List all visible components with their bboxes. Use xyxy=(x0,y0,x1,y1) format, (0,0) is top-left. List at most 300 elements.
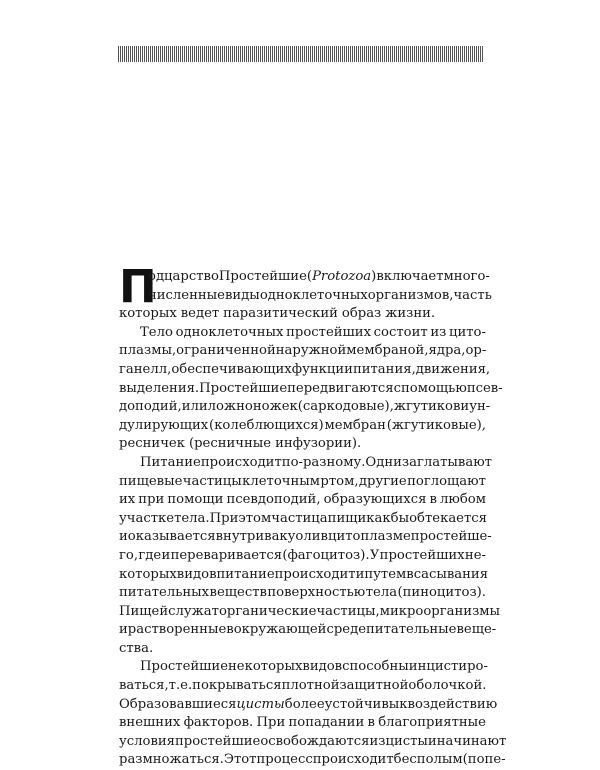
word-part: питательные xyxy=(366,622,457,638)
word-part: как xyxy=(366,510,391,526)
word xyxy=(257,714,286,733)
word-part: (пиноцитоз). xyxy=(397,585,486,601)
word-part: одноклеточных xyxy=(175,324,284,340)
word xyxy=(138,547,161,566)
word-part: более xyxy=(284,696,325,712)
word xyxy=(364,566,406,585)
word-part: простейших xyxy=(286,324,372,340)
word xyxy=(282,547,369,566)
word xyxy=(408,696,498,715)
word-part: микроорганизмы xyxy=(379,603,501,619)
word xyxy=(287,380,393,399)
word-part: любом xyxy=(439,492,486,508)
word-part: Тело xyxy=(140,324,173,340)
word-part: клеточным xyxy=(242,473,321,489)
word xyxy=(183,473,242,492)
word-part: условия xyxy=(119,733,175,749)
word-part: при xyxy=(138,492,165,508)
word xyxy=(397,584,486,603)
word xyxy=(430,324,446,343)
word xyxy=(356,566,365,585)
word-part: освобождаются xyxy=(260,733,370,749)
word-part: Простейшие xyxy=(199,380,288,396)
word xyxy=(342,305,381,324)
word xyxy=(437,733,507,752)
word xyxy=(339,677,408,696)
word-part: из xyxy=(430,324,447,340)
word xyxy=(189,435,271,454)
word-part: простейшие xyxy=(175,733,261,749)
word-part: оказывается xyxy=(127,529,216,545)
word xyxy=(313,751,394,770)
word xyxy=(260,287,368,306)
word-part: где xyxy=(138,547,162,563)
word-part: пищевые xyxy=(119,473,183,489)
word xyxy=(444,268,490,287)
word xyxy=(292,361,353,380)
word-part: и xyxy=(119,622,128,638)
word-part: видов xyxy=(302,659,343,675)
word xyxy=(119,677,169,696)
word-part: ун- xyxy=(469,399,491,415)
word-part: ганелл, xyxy=(119,361,172,377)
word-part: т. xyxy=(168,678,181,694)
word xyxy=(429,342,466,361)
word xyxy=(140,324,173,343)
word xyxy=(428,733,437,752)
word-part: е. xyxy=(180,678,193,694)
text-line xyxy=(119,435,486,454)
word xyxy=(119,417,208,436)
word-part: и xyxy=(355,566,365,582)
word xyxy=(271,510,327,529)
word xyxy=(282,454,366,473)
word xyxy=(119,342,176,361)
word-part: другие xyxy=(358,473,407,489)
word xyxy=(260,733,369,752)
word xyxy=(365,454,402,473)
word xyxy=(217,566,275,585)
word-part: инфузории). xyxy=(275,436,362,452)
word-part: ) xyxy=(371,269,377,284)
text-line xyxy=(119,733,507,752)
word xyxy=(119,603,168,622)
word-part: происходит xyxy=(312,752,394,768)
text-line xyxy=(119,417,486,436)
word-part: тела xyxy=(365,585,398,601)
word-part: ( xyxy=(306,269,313,284)
word xyxy=(411,528,492,547)
word-part: среде xyxy=(326,622,366,638)
word-part: обтекается xyxy=(409,510,487,526)
word-part: способны xyxy=(342,659,409,675)
text-line xyxy=(119,268,490,287)
word-part: и xyxy=(460,399,470,415)
word-part: факторов. xyxy=(183,715,254,731)
word xyxy=(378,714,486,733)
word xyxy=(223,305,338,324)
word xyxy=(324,491,427,510)
word xyxy=(119,528,128,547)
word xyxy=(366,584,397,603)
word-part: простейших xyxy=(379,547,465,563)
word xyxy=(168,603,219,622)
word xyxy=(285,696,325,715)
word xyxy=(176,342,276,361)
word-part: движения, xyxy=(415,361,491,377)
word xyxy=(391,510,409,529)
text-line xyxy=(119,621,497,640)
word-part: растворенные xyxy=(127,622,227,638)
word xyxy=(275,566,356,585)
word xyxy=(463,751,506,770)
text-line xyxy=(119,566,489,585)
word xyxy=(316,603,379,622)
word xyxy=(192,677,281,696)
word xyxy=(402,454,492,473)
word xyxy=(119,547,138,566)
text-line xyxy=(119,473,486,492)
word-part: происходит xyxy=(200,454,282,470)
word xyxy=(408,677,486,696)
word-part: которых xyxy=(119,306,177,322)
word xyxy=(328,528,411,547)
word-part: цисты xyxy=(236,696,285,712)
word xyxy=(416,361,490,380)
text-line xyxy=(119,696,498,715)
word xyxy=(119,733,175,752)
word-part: плотной xyxy=(281,678,340,694)
word-part: ресничек xyxy=(119,436,185,452)
word xyxy=(119,305,177,324)
word xyxy=(387,417,486,436)
word xyxy=(176,324,284,343)
text-line xyxy=(119,305,486,324)
text-line xyxy=(119,677,486,696)
word xyxy=(325,696,400,715)
word-part: мембран xyxy=(324,417,386,433)
word-part: благоприятные xyxy=(378,715,486,731)
word xyxy=(385,733,427,752)
text-line xyxy=(119,528,492,547)
word xyxy=(321,528,328,547)
word-part: го, xyxy=(119,547,139,563)
word-part: помощи xyxy=(167,492,224,508)
word-part: пищи xyxy=(327,510,367,526)
word xyxy=(119,380,199,399)
word-part: внутри xyxy=(215,529,265,545)
word-part: ограниченной xyxy=(176,343,276,359)
word xyxy=(469,398,490,417)
word-part: или xyxy=(181,399,208,415)
word-part: в xyxy=(226,622,234,638)
word-part: ядра, xyxy=(428,343,466,359)
word xyxy=(119,751,224,770)
word-part: попадании xyxy=(288,715,365,731)
word-part: выделения. xyxy=(119,380,200,396)
text-line xyxy=(119,584,486,603)
word xyxy=(226,621,233,640)
word xyxy=(210,510,239,529)
word xyxy=(380,603,500,622)
word xyxy=(119,361,171,380)
word xyxy=(225,287,260,306)
word-part: из xyxy=(369,733,386,749)
word xyxy=(234,621,327,640)
word-part: плазмы, xyxy=(119,343,177,359)
word xyxy=(307,268,376,287)
word xyxy=(275,435,361,454)
word-part: веществ xyxy=(209,585,267,601)
word-part: и xyxy=(161,547,171,563)
word xyxy=(368,714,375,733)
text-line xyxy=(119,342,486,361)
word xyxy=(148,287,225,306)
word-part: мембраной, xyxy=(346,343,429,359)
word xyxy=(119,714,180,733)
word xyxy=(119,566,177,585)
word-part: У xyxy=(369,547,380,563)
word-part: частицы xyxy=(182,473,242,489)
word xyxy=(440,491,486,510)
word-part: состоит xyxy=(373,324,428,340)
word xyxy=(119,435,185,454)
word-part: служат xyxy=(168,603,219,619)
text-line xyxy=(119,361,491,380)
word-part: цисты xyxy=(385,733,428,749)
text-line xyxy=(119,398,491,417)
word-part: ства. xyxy=(119,640,154,656)
word-part: бы xyxy=(390,510,410,526)
word-part: в xyxy=(367,715,375,731)
word xyxy=(177,566,217,585)
word xyxy=(409,510,487,529)
word-part: простейше- xyxy=(410,529,492,545)
word xyxy=(219,603,316,622)
word-part: жизни. xyxy=(385,306,436,322)
word xyxy=(353,361,416,380)
word-part: функции xyxy=(291,361,353,377)
text-line xyxy=(119,324,486,343)
word xyxy=(465,342,486,361)
word-part: вакуоли xyxy=(264,529,321,545)
word xyxy=(409,658,488,677)
word-part: тела. xyxy=(174,510,210,526)
word xyxy=(460,398,469,417)
word xyxy=(298,398,394,417)
word xyxy=(226,491,320,510)
word-part: устойчивы xyxy=(324,696,400,712)
word xyxy=(401,380,467,399)
word xyxy=(264,528,320,547)
word xyxy=(182,398,208,417)
word xyxy=(282,677,340,696)
word-part: заглатывают xyxy=(401,454,492,470)
word-part: ведет xyxy=(180,306,220,322)
word-part: некоторых xyxy=(228,659,303,675)
word-part: (колеблющихся) xyxy=(209,417,324,433)
word-part: переваривается xyxy=(170,547,283,563)
word-part: процесс xyxy=(256,752,313,768)
word-part: образующихся xyxy=(323,492,427,508)
word xyxy=(302,658,342,677)
word-part: всасывания xyxy=(406,566,489,582)
word xyxy=(385,305,435,324)
word xyxy=(453,287,491,306)
word-part: (ресничные xyxy=(188,436,272,452)
word-part: дулирующих xyxy=(119,417,209,433)
word xyxy=(394,398,461,417)
word-part: численные xyxy=(148,287,225,303)
word xyxy=(138,491,164,510)
word-part: поверхностью xyxy=(267,585,366,601)
word-part: При xyxy=(256,715,286,731)
word-part: Одни xyxy=(365,454,402,470)
word-part: цито- xyxy=(448,324,486,340)
word-part: Простейшие xyxy=(140,659,229,675)
word xyxy=(161,547,170,566)
word xyxy=(167,491,223,510)
text-line xyxy=(119,380,503,399)
word xyxy=(238,510,271,529)
word-part: к xyxy=(399,696,408,712)
word-part: псев- xyxy=(466,380,503,396)
word-part: Этот xyxy=(223,752,257,768)
word-part: в xyxy=(320,529,328,545)
word xyxy=(128,621,226,640)
word xyxy=(119,510,174,529)
dropcap-letter: П xyxy=(119,260,157,313)
word-part: инцистиро- xyxy=(408,659,488,675)
word-part: Образовавшиеся xyxy=(119,696,237,712)
word-part: часть xyxy=(453,287,492,303)
word-part: частицы, xyxy=(316,603,380,619)
word-part: питания, xyxy=(352,361,416,377)
word-part: паразитический xyxy=(223,306,338,322)
text-line xyxy=(119,510,486,529)
word-part: (жгутиковые), xyxy=(386,417,486,433)
word xyxy=(148,268,219,287)
word-part: и xyxy=(427,733,437,749)
header-rule xyxy=(118,46,484,62)
word-part: питание xyxy=(216,566,275,582)
word-part: ваться, xyxy=(119,678,169,694)
word-part: поглощают xyxy=(407,473,486,489)
word xyxy=(128,528,216,547)
word-part: с xyxy=(393,380,401,396)
word xyxy=(429,491,436,510)
word-part: бесполым xyxy=(393,752,463,768)
word-part: окружающей xyxy=(233,622,327,638)
word-part: и xyxy=(119,529,128,545)
word-part: много- xyxy=(443,269,490,284)
text-line xyxy=(119,714,486,733)
word-part: частица xyxy=(271,510,328,526)
word xyxy=(369,733,385,752)
word xyxy=(181,305,219,324)
word xyxy=(286,324,371,343)
word-part: включает xyxy=(376,269,444,284)
word xyxy=(456,621,496,640)
word xyxy=(289,714,365,733)
word-part: Пищей xyxy=(119,603,169,619)
word xyxy=(171,361,291,380)
word-part: одноклеточных xyxy=(259,287,368,303)
word-part: При xyxy=(209,510,239,526)
word xyxy=(209,417,324,436)
word xyxy=(326,621,366,640)
word xyxy=(320,473,358,492)
word xyxy=(169,677,181,696)
word xyxy=(374,324,428,343)
word xyxy=(376,268,443,287)
word xyxy=(236,696,284,715)
word xyxy=(140,454,201,473)
body-text xyxy=(119,260,507,770)
word-part: по-разному. xyxy=(281,454,366,470)
word-part: цитоплазме xyxy=(327,529,411,545)
text-line xyxy=(119,603,501,622)
word-part: обеспечивающих xyxy=(171,361,292,377)
word-part: псевдоподий, xyxy=(226,492,321,508)
word xyxy=(174,510,210,529)
word-part: ложноножек xyxy=(207,399,298,415)
word xyxy=(346,342,428,361)
word xyxy=(380,547,465,566)
word-part: Protozoa xyxy=(312,269,372,284)
word-part: органические xyxy=(218,603,317,619)
text-line xyxy=(119,547,486,566)
word-part: помощью xyxy=(400,380,467,396)
word xyxy=(224,751,257,770)
word-part: Простейшие xyxy=(218,269,307,284)
word xyxy=(171,547,282,566)
word-part: их xyxy=(119,492,136,508)
word xyxy=(201,454,282,473)
word-part: видов xyxy=(176,566,217,582)
word xyxy=(465,547,486,566)
word-part: воздействию xyxy=(407,696,498,712)
word-part: веще- xyxy=(456,622,497,638)
word xyxy=(399,696,407,715)
word-part: которых xyxy=(119,566,177,582)
word-part: этом xyxy=(238,510,272,526)
word xyxy=(180,677,192,696)
word-part: доподий, xyxy=(119,399,182,415)
word-part: Питание xyxy=(140,454,201,470)
word-part: образ xyxy=(341,306,382,322)
word xyxy=(175,733,260,752)
text-line xyxy=(119,658,486,677)
word-part: питательных xyxy=(119,585,210,601)
word-part: внешних xyxy=(119,715,181,731)
word-part: виды xyxy=(224,287,260,303)
word-part: (фагоцитоз). xyxy=(282,547,370,563)
text-line xyxy=(119,751,506,770)
text-line xyxy=(119,640,486,659)
word xyxy=(366,510,390,529)
word xyxy=(242,473,320,492)
word xyxy=(370,547,380,566)
word-part: одцарство xyxy=(148,269,219,284)
word xyxy=(276,342,347,361)
word-part: наружной xyxy=(275,343,347,359)
word xyxy=(394,380,401,399)
word-part: в xyxy=(429,492,437,508)
word xyxy=(119,491,135,510)
word-part: передвигаются xyxy=(287,380,394,396)
word xyxy=(119,584,209,603)
